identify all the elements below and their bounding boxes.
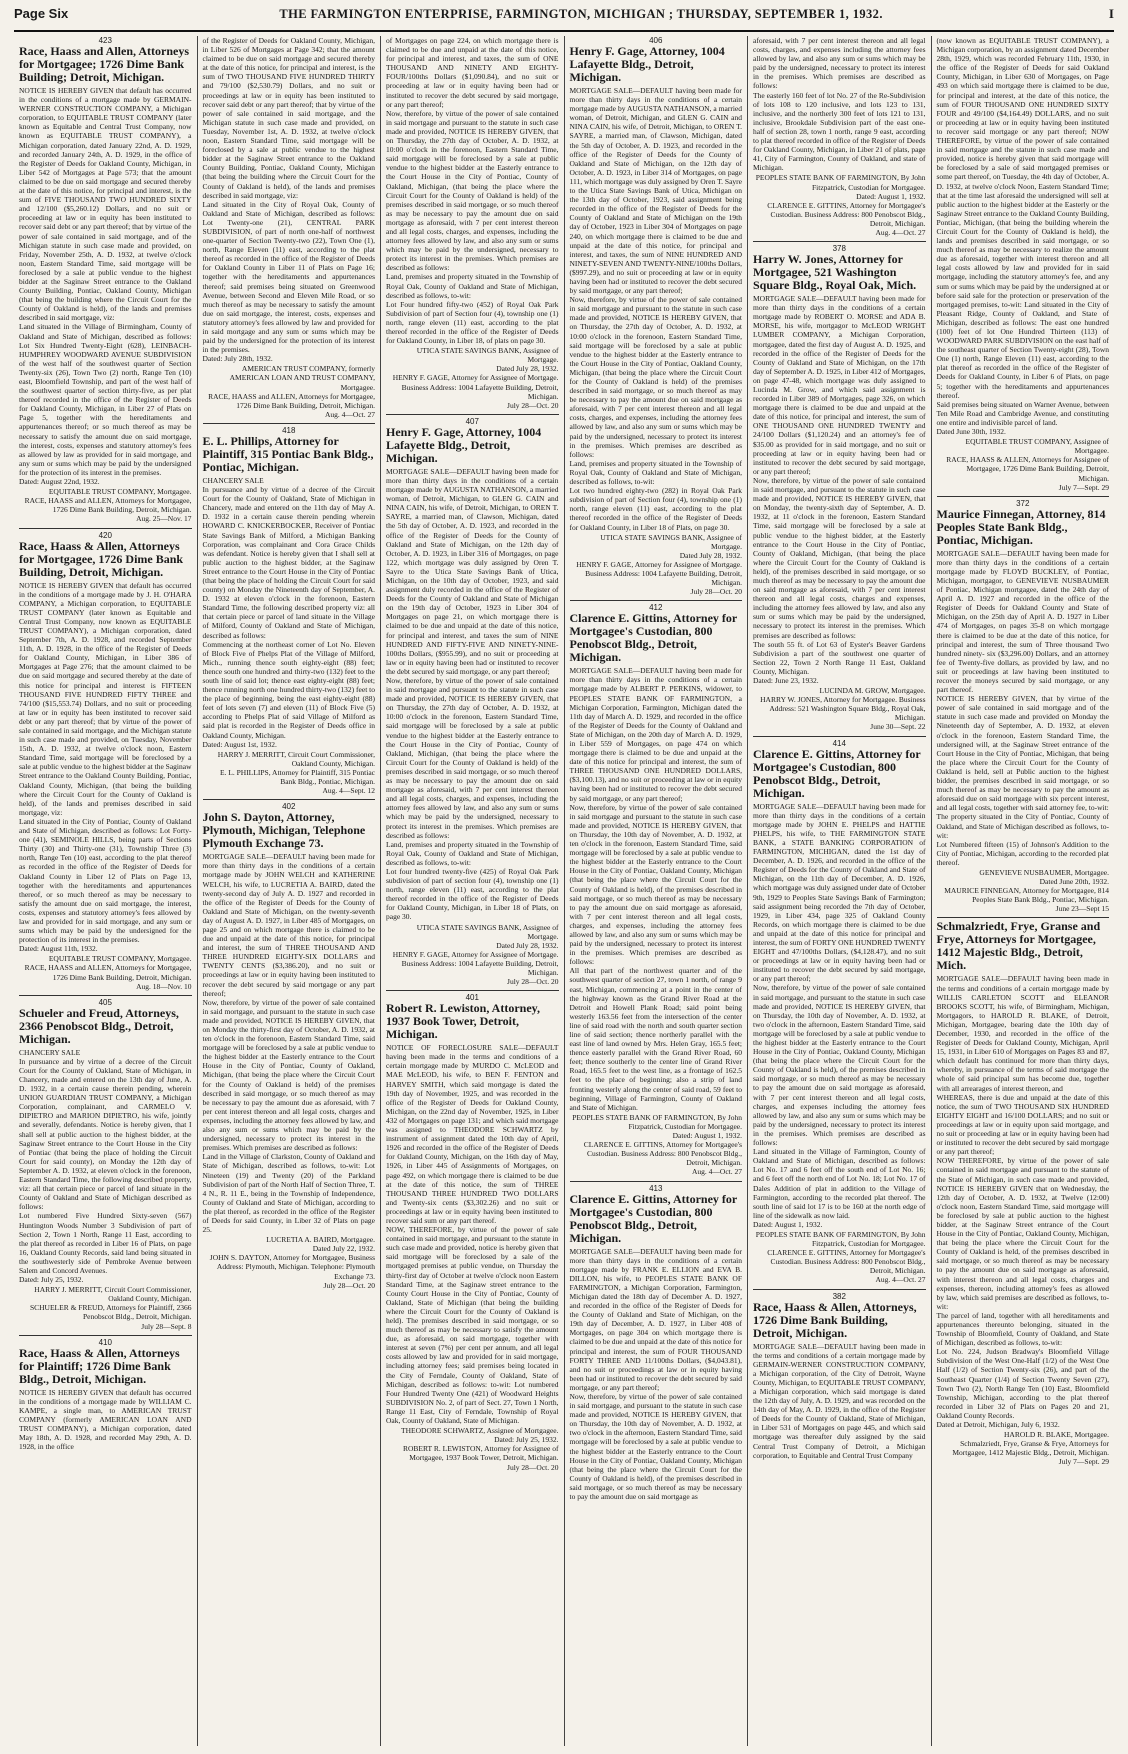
legal-notice	[753, 241, 926, 732]
notice-divider	[937, 496, 1110, 497]
notice-body: MORTGAGE SALE—DEFAULT having been made for more than thirty days in the conditions of a certain mortgage made by JOHN WELCH and KATHERINE WELCH, his wife, to LUCRETIA A. BAIRD, dated the twenty-second day of July A. D. 1927 and recorded in the office of the Register of Deeds for the County of Oakland and State of Michigan, on the twenty-seventh day of August A. D. 1927, in Liber 485 of Mortgages, on page 25 and on which mortgage there is claimed to be due and unpaid at the date of this notice, for principal and interest, the sum of THREE THOUSAND AND THREE HUNDRED EIGHTY-SIX DOLLARS and TWENTY CENTS ($3,386.20), and no suit or proceedings at law or in equity having been instituted to recover the debt secured by said mortgage or any part thereof; Now, therefore, by virtue of the power of sale contained in said mortgage, and pursuant to the statute in such case made and provided, NOTICE IS HEREBY GIVEN, that on Monday the thirty-first day of October, A. D. 1932, at ten o'clock in the forenoon, Eastern Standard Time, said mortgage will be foreclosed by a sale at public vendue to the highest bidder at the Easterly entrance to the Court House in the City of Pontiac, County of Oakland, Michigan, (that being the place where the Circuit Court for the County of Oakland is held) of the premises described in said mortgage, or so much thereof as may be necessary to pay the amount due as aforesaid, with 7 per cent interest thereon and all legal costs, charges and expenses, including the attorney fees allowed by law, and also any sum or sums which may be paid by the undersigned, necessary to protect its interest in the premises. Which premises are described as follows: Land in the Village of Clarkston, County of Oakland and State of Michigan, described as follows, to-wit: Lot Nineteen (19) and Twenty (20) of the Parkland Subdivision of part of the North Half of Section Three, T. 4 N., R. 11 E., being in the Township of Independence, County of Oakland and State of Michigan, according to the plat thereof, as recorded in the office of the Register of Deeds for said County, in Liber 32 of Plats on page 25.	[202, 852, 375, 1235]
notice-number: 401	[465, 993, 479, 1003]
notice-signature: EQUITABLE TRUST COMPANY, Assignee of Mortgagee. RACE, HAASS & ALLEN, Attorneys for Assignee of Mortgagee, 1726 Dime Bank Building, Detroit, Michigan. July 7—Sept. 29	[946, 437, 1109, 492]
column-5	[748, 36, 932, 1746]
notice-heading: Harry W. Jones, Attorney for Mortgagee, 521 Washington Square Bldg., Royal Oak, Mich.	[753, 252, 917, 293]
notice-body: MORTGAGE SALE—DEFAULT having been made for more than thirty days in the conditions of a certain mortgage made by AUGUSTA NATHANSON, a married woman, of Detroit, Michigan, to GLEN G. CAIN and NINA CAIN, his wife, of Detroit, Michigan, to OREN T. SAYRE, a married man, of Clawson, Michigan, dated the 5th day of October, A. D. 1923, and recorded in the office of the Register of Deeds for the County of Oakland and State of Michigan, on the 12th day of October, A. D. 1923, in Liber 316 of Mortgages, on page 122, which mortgage was duly assigned by Oren T. Sayre to the Utica State Savings Bank of Utica, Michigan, on the 10th day of October, 1923, and said assignment duly recorded in the office of the Register of Deeds for the County of Oakland and State of Michigan on the 19th day of October, 1923 in Liber 304 of Mortgages on page 21, on which mortgage there is claimed to be due and unpaid at the date of this notice, for principal and interest, and taxes the sum of NINE HUNDRED AND FIFTY-FIVE AND NINETY-NINE-100ths Dollars, ($955.99), and no suit or proceeding at law or in equity having been had or instituted to recover the debt secured by said mortgage, or any part thereof; Now, therefore, by virtue of the power of sale contained in said mortgage and pursuant to the statute in such case made and provided, NOTICE IS HEREBY GIVEN, that on Thursday, the 27th day of October, A. D. 1932, at 10:00 o'clock in the forenoon, Eastern Standard Time, said mortgage will be foreclosed by a sale at public vendue to the highest bidder at the Easterly entrance to the Court House in the City of Pontiac, County of Oakland, Michigan, (that being the place where the Circuit Court for the County of Oakland is held) of the premises described in said mortgage, or so much thereof as may be necessary to pay the amount due on said mortgage as aforesaid, with 7 per cent interest thereon and all legal costs, charges, and expenses, including the attorney fees allowed by law, and also any sum or sums which may be paid by the undersigned, necessary to protect its interest in the premises. Which premises are described as follows: Land, premises and property situated in the Township of Royal Oak, County of Oakland and State of Michigan, described as follows, to-wit: Lot four hundred twenty-five (425) of Royal Oak Park subdivision of part of section four (4), township one (1) north, range eleven (11) east, according to the plat thereof recorded in the office of the Register of Deeds for Oakland County, Michigan, in Liber 18 of Plats, on page 30.	[386, 466, 559, 922]
notice-heading: Race, Haass & Allen, Attorneys for Plaintiff; 1726 Dime Bank Bldg., Detroit, Michigan.	[19, 1345, 180, 1386]
legal-notice	[937, 36, 1110, 492]
legal-notice	[386, 990, 559, 1471]
notice-signature: GENEVIEVE NUSBAUMER, Mortgagee. Dated June 20th, 1932. MAURICE FINNEGAN, Attorney for Mortgagee, 814 Peoples State Bank Bldg., Pontiac, Michigan. June 23—Sept 15	[944, 867, 1109, 914]
notice-number: 423	[98, 36, 112, 45]
newspaper-title: THE FARMINGTON ENTERPRISE, FARMINGTON, MICHIGAN ; THURSDAY, SEPTEMBER 1, 1932.	[279, 7, 883, 21]
notice-body: (now known as EQUITABLE TRUST COMPANY), a Michigan corporation, by an assignment dated December 28th, 1929, which was recorded February 11th, 1930, in the office of the Register of Deeds for said Oakland County, Michigan, in Liber 630 of Mortgages, on Page 493 on which said mortgage there is claimed to be due, for principal and interest, at the date of this notice, the sum of FOUR THOUSAND ONE HUNDRED SIXTY FOUR and 49/100 ($4,164.49) DOLLARS, and no suit or proceeding at law or in equity having been instituted to recover said mortgage or any part thereof; NOW THEREFORE, by virtue of the power of sale contained in said mortgage and the statute in such case made and provided, notice is hereby given that said mortgage will be foreclosed by a sale of said mortgaged premises or some part thereof, on Tuesday, the 4th day of October, A. D. 1932, at twelve o'clock Noon, Eastern Standard Time; that at the time last aforesaid the undersigned will sell at public auction to the highest bidder at the Easterly or the Saginaw Street entrance to the Oakland County Building, Pontiac, Michigan, (that being the building wherein the Circuit Court for the County of Oakland is held), the lands and premises described in said mortgage, or so much thereof as may be necessary to realize the amount due as aforesaid, together with interest thereon and all legal costs allowed by law and provided for in said mortgage, including the statutory attorney's fee, and any sum or sums which may be paid by the undersigned at or before said sale for the protection or preservation of the mortgaged premises, to-wit: Land situated in the City of Pleasant Ridge, County of Oakland, and State of Michigan, described as follows: The east one hundred (100) feet of lot One Hundred Thirteen (113) of WOODWARD PARK SUBDIVISION on the east half of the southeast quarter of Section Twenty-eight (28), Town One (1) north, Range Eleven (11) east, according to the plat thereof as recorded in the office of the Register of Deeds for Oakland County, in Liber 6 of Plats, on page 5; together with the hereditaments and appurtenances thereof. Said premises being situated on Warner Avenue, between Ten Mile Road and Cambridge Avenue, and constituting one entire and indivisible parcel of land. Dated June 30th, 1932.	[936, 36, 1109, 437]
notice-heading: Race, Haass & Allen, Attorneys for Mortgagee, 1726 Dime Bank Building, Detroit, Michigan.	[19, 538, 184, 579]
notice-heading: Race, Haass and Allen, Attorneys for Mortgagee; 1726 Dime Bank Building; Detroit, Michigan.	[19, 44, 190, 84]
notice-heading: Clarence E. Gittins, Attorney for Mortgagee's Custodian, 800 Penobscot Bldg., Detroit, Michigan.	[753, 746, 921, 800]
notice-divider	[386, 414, 559, 415]
legal-notice	[19, 36, 192, 524]
notice-body: MORTGAGE SALE—DEFAULT having been made for more than thirty days in the conditions of a certain mortgage made by FRANK E. ELLION and EVA B. DILLON, his wife, to PEOPLES STATE BANK OF FARMINGTON, a Michigan Corporation, Farmington, Michigan dated the 18th day of December A. D. 1927, and recorded in the office of the Register of Deeds for the County of Oakland and State of Michigan, on the 19th day of December, A. D. 1927, in Liber 408 of Mortgages, on page 304 on which mortgage there is claimed to be due and unpaid at the date of this notice for principal and interest, the sum of FOUR THOUSAND FORTY THREE AND 11/100ths Dollars, ($4,043.81), and no suit or proceedings at law or in equity having been had or instituted to recover the debt secured by said mortgage, or any part thereof; Now, therefore, by virtue of the power of sale contained in said mortgage, and pursuant to the statute in such case made and provided, NOTICE IS HEREBY GIVEN, that on Thursday, the 10th day of November, A. D. 1932, at two o'clock in the afternoon, Eastern Standard Time, said mortgage will be foreclosed by a sale at public vendue to the highest bidder at the Easterly entrance to the Court House in the City of Pontiac, Oakland County, Michigan (that being the place where the Circuit Court for the County of Oakland is held), of the premises described in said mortgage, or so much thereof as may be necessary to pay the amount due on said mortgage as	[569, 1246, 742, 1502]
legal-notice	[570, 600, 743, 1176]
notice-signature: LUCINDA M. GROW, Mortgagee. HARRY W. JONES, Attorney for Mortgagee. Business Address: 521 Washington Square Bldg., Royal Oak, Michigan. June 30—Sept. 22	[760, 686, 926, 732]
legal-notice	[203, 423, 376, 795]
notice-body: NOTICE OF FORECLOSURE SALE—DEFAULT having been made in the terms and conditions of a certain mortgage made by MURDO C. McLEOD and MAE McLEOD, his wife, to BEN F. FENTON and HARVEY SMITH, which said mortgage is dated the 19th day of November, 1925, and was recorded in the office of the Register of Deeds for Oakland County, Michigan, on the 22nd day of November, 1925, in Liber 432 of Mortgages on page 131; and which said mortgage was assigned to THEODORE SCHWARTZ by instrument of assignment dated the 10th day of April, 1926 and recorded in the office of the Register of Deeds for Oakland County, Michigan, on the 16th day of May, 1926, in Liber 445 of Assignments of Mortgages, on page 492, on which mortgage there is claimed to be due at the date of this notice, the sum of THREE THOUSAND THREE HUNDRED TWO DOLLARS and Twenty-six cents ($3,302.26) and no suit or proceedings at law or in equity having been instituted to recover said sum or any part thereof. NOW, THEREFORE, by virtue of the power of sale contained in said mortgage, and pursuant to the statute in such case made and provided, notice is hereby given that said mortgage will be foreclosed by a sale of the mortgaged premises at public vendue, on Thursday the thirty-first day of October at twelve o'clock noon Eastern Standard Time, at the Saginaw street entrance to the County Court House in the City of Pontiac, County of Oakland, State of Michigan (that being the building where the Circuit Court for the County of Oakland is held). The premises described in said mortgage, or so much thereof as may be necessary to satisfy the amount due, as aforesaid, on said mortgage, together with interest at seven (7%) per cent per annum, and all legal costs allowed by law and provided for in said mortgage, including attorney fees; said premises being located in the City of Ferndale, County of Oakland, State of Michigan, described as follows: to-wit: Lot numbered Four Hundred Twenty One (421) of Woodward Heights SUBDIVISION No. 2, of part of Sect. 27, Town 1 North, Range 11 East, City of Ferndale, Township of Royal Oak, County of Oakland, State of Michigan.	[386, 1043, 559, 1426]
notice-signature: HAROLD R. BLAKE, Mortgagee. Schmalzriedt, Frye, Granse & Frye, Attorneys for Mortgagee, 1412 Majestic Bldg., Detroit, Michigan. July 7—Sept. 29	[952, 1430, 1109, 1467]
notice-signature: THEODORE SCHWARTZ, Assignee of Mortgagee. Dated: July 25, 1932. ROBERT R. LEWISTON, Attorney for Assignee of Mortgagee, 1937 Book Tower, Detroit, Michigan. July 28—Oct. 20	[401, 1426, 559, 1472]
notice-body: NOTICE IS HEREBY GIVEN that default has occurred in the conditions of a mortgage made by GERMAIN-WERNER CONSTRUCTION COMPANY, a Michigan corporation, to EQUITABLE TRUST COMPANY (later known as Equitable and Central Trust Company, now known as EQUITABLE TRUST COMPANY), a Michigan corporation, dated January 22nd, A. D. 1929, and recorded January 24th, A. D. 1929, in the office of the Register of Deeds for Oakland County, Michigan, in Liber 542 of Mortgages at Page 573; that the amount claimed to be due on said mortgage and secured thereby at the date of this notice, for principal and interest, is the sum of FIVE THOUSAND TWO HUNDRED SIXTY and 12/100 ($5,260.12) Dollars, and no suit or proceeding at law or in equity has been instituted to recover said debt or any part thereof; that by virtue of the power of sale contained in said mortgage, and of the Michigan statute in such case made and provided, on Friday, November 25th, A. D. 1932, at twelve o'clock noon, Eastern Standard Time, said mortgage will be foreclosed by a sale at public vendue to the highest bidder at the Saginaw Street entrance to the Oakland County Building, Pontiac, Oakland County, Michigan (that being the building where the Circuit Court for the County of Oakland is held), of the lands and premises described in said mortgage, viz: Land situated in the Village of Birmingham, County of Oakland and State of Michigan, described as follows: Lot Six Hundred Twenty-Eight (628), LEINBACH-HUMPHREY WOODWARD AVENUE SUBDIVISION of the west half of the southwest quarter of Section Twenty-six (26), Town Two (2) north, Range Ten (10) east, Bloomfield Township, and part of the west half of the southwest quarter of section thirty-five, as per plat thereof recorded in the office of the Register of Deeds for Oakland County, Michigan, in Liber 27 of Plats on Page 5, together with the hereditaments and appurtenances thereof; or so much thereof as may be necessary to satisfy the amount due on said mortgage, the interest, costs, expenses and statutory attorney's fees as allowed by law as provided for in said mortgage, and any sum or sums which may be paid by the undersigned for the protection of its interest in the premises. Dated: August 22nd, 1932.	[19, 86, 192, 487]
notice-body: MORTGAGE SALE—DEFAULT having been made in the terms and conditions of a certain mortgage made by GERMAIN-WERNER CONSTRUCTION COMPANY, a Michigan corporation, of the City of Detroit, Wayne County, Michigan, to EQUITABLE TRUST COMPANY, a Michigan corporation, which said mortgage is dated the 12th day of July, A. D. 1929, and was recorded on the 14th day of May, A. D. 1929, in the office of the Register of Deeds for the County of Oakland, State of Michigan, in Liber 531 of Mortgages on page 445, and which said mortgage was thereafter duly assigned by the said Central Trust Company of Detroit, a Michigan corporation, to Equitable and Central Trust Company	[753, 1341, 926, 1460]
legal-notice	[203, 799, 376, 1290]
notice-number: 405	[98, 997, 112, 1007]
notice-heading: Clarence E. Gittins, Attorney for Mortgagee's Custodian, 800 Penobscot Bldg., Detroit, Michigan.	[569, 1191, 738, 1245]
corner-mark: I	[1108, 6, 1114, 21]
legal-notice	[937, 496, 1110, 914]
notice-divider	[19, 1335, 192, 1336]
notice-body: CHANCERY SALE In pursuance and by virtue of a decree of the Circuit Court for the County of Oakland, State of Michigan in Chancery, made and entered on the 11th day of May A. D. 1932 in a certain cause therein pending wherein HOWARD C. KNICKERBOCKER, Receiver of Pontiac State Savings Bank of Milford, a Michigan Banking Corporation, was complainant and Cora Grace Childs was defendant. Notice is hereby given that I shall sell at public auction to the highest bidder, at the Saginaw Street entrance to the Court House in the City of Pontiac (that being the place of holding the Circuit Court for said county) on Monday the Nineteenth day of September, A. D. 1932 at eleven o'clock in the forenoon, Eastern Standard Time, the following described property viz: all that certain piece or parcel of land situate in the Village of Milford, County of Oakland and State of Michigan, described as follows: Commencing at the northeast corner of Lot No. Eleven of Block Five of Phelps Plat of the Village of Milford, Mich., running thence south eighty-eight (88) feet; thence south one hundred and thirty-two (132) feet to the south line of said lot; thence east eighty-eight (88) feet; thence running north one hundred thirty-two (132) feet to the place of beginning, being the east eighty-eight (88) feet of lots seven (7) and eleven (11) of Block Five (5) according to Phelps Plat of said Village of Milford as said plat is recorded in the Register of Deeds office in Oakland County, Michigan. Dated: August 1st, 1932.	[202, 475, 375, 749]
notice-number: 418	[282, 425, 296, 435]
legal-notice	[19, 995, 192, 1331]
notice-signature: UTICA STATE SAVINGS BANK, Assignee of Mortgage. Dated July 28, 1932. HENRY F. GAGE, Attorney for Assignee of Mortgage. Business Address: 1004 Lafayette Building, Detroit, Michigan. July 28—Oct. 20	[576, 532, 742, 597]
notice-number: 402	[282, 802, 296, 812]
legal-notice	[19, 1335, 192, 1452]
notice-heading: Clarence E. Gittins, Attorney for Mortgagee's Custodian, 800 Penobscot Bldg., Detroit, Michigan.	[569, 611, 738, 665]
notice-signature: EQUITABLE TRUST COMPANY, Mortgagee. RACE, HAASS and ALLEN, Attorneys for Mortgagee, 1726 Dime Bank Building, Detroit, Michigan. Aug. 18—Nov. 10	[24, 954, 192, 991]
notice-number: 407	[465, 416, 479, 426]
notice-body: MORTGAGE SALE—DEFAULT having been made for more than thirty days in the conditions of a certain mortgage made by ALBERT P. PERKINS, widower, to PEOPLES STATE BANK OF FARMINGTON, a Michigan Corporation, Farmington, Michigan dated the 11th day of March A. D. 1929, and recorded in the office of the Register of Deeds for the County of Oakland and State of Michigan, on the 20th day of March A. D. 1929, in Liber 559 of Mortgages, on page 474 on which mortgage there is claimed to be due and unpaid at the date of this notice for principal and interest, the sum of THREE THOUSAND ONE HUNDRED DOLLARS, ($3,100.13), and no suit or proceeding at law or in equity having been had or instituted to recover the debt secured by said mortgage, or any part thereof; Now, therefore, by virtue of the power of sale contained in said mortgage and pursuant to the statute in such case made and provided, NOTICE IS HEREBY GIVEN, that on Thursday, the 10th day of November, A. D. 1932, at ten o'clock in the forenoon, Eastern Standard Time, said mortgage will be foreclosed by a sale at public vendue to the highest bidder at the Easterly entrance to the Court House in the City of Pontiac, Oakland County, Michigan (that being the place where the Circuit Court for the County of Oakland is held), of the premises described in said mortgage, or so much thereof as may be necessary to pay the amount due on said mortgage as aforesaid, with 7 per cent interest thereon and all legal costs, charges, and expenses, including the attorney fees allowed by law, and also any sum or sums which may be paid by the undersigned, necessary to protect its interest in the premises. Which premises are described as follows: All that part of the northwest quarter and of the southwest quarter of section 27, town 1 north, of range 9 east, Michigan, commencing at a point in the center of the highway known as the Grand River Road at the Detroit and Howell Plank Road; said point being westerly 163.56 feet from the intersection of the center line of said road with the north and south quarter section line of said section; thence northerly parallel with the east line of land owned by Mrs. Helen Gray, 165.5 feet; thence easterly parallel with the Grand River Road, 60 feet; thence southerly to the center line of Grand River Road, 165.5 feet to the west line, as a frontage of 162.5 feet to the place of beginning; also a strip of land fronting westerly along the center of said road, 59 feet to beginning, Village of Farmington, County of Oakland and State of Michigan.	[569, 666, 742, 1112]
column-1	[14, 36, 198, 1746]
notice-body: CHANCERY SALE In pursuance and by virtue of a decree of the Circuit Court for the County of Oakland, State of Michigan, in Chancery, made and entered on the 13th day of June, A. D. 1932, in a certain cause therein pending, wherein UNION GUARDIAN TRUST COMPANY, a Michigan Corporation, complainant, and CARMELO V. DIPIETRO and MARION DIPIETRO, his wife, jointly and severally, defendants. Notice is hereby given, that I shall sell at public auction to the highest bidder, at the Saginaw Street entrance to the Court House in the City of Pontiac (that being the place of holding the Circuit Court for said county), on Monday the 12th day of September A. D. 1932, at eleven o'clock in the forenoon, Eastern Standard Time, the following described property, viz: all that certain piece or parcel of land situate in the County of Oakland and State of Michigan described as follows: Lot numbered Five Hundred Sixty-seven (567) Huntington Woods Number 3 Subdivision of part of Section 2, Town 1 North, Range 11 East, according to the plat thereof as recorded in Liber 16 of Plats, on page 16, Oakland County Records, said land being situated in the southwesterly side of Pembroke Avenue between Salem and Concord Avenues. Dated: July 25, 1932.	[19, 1047, 192, 1285]
notice-divider	[937, 917, 1110, 918]
notice-heading: Henry F. Gage, Attorney, 1004 Lafayette Bldg., Detroit, Michigan.	[569, 44, 725, 84]
column-6	[932, 36, 1115, 1746]
legal-notice	[570, 1181, 743, 1502]
notice-divider	[753, 736, 926, 737]
legal-notice	[19, 528, 192, 991]
notice-heading: Robert R. Lewiston, Attorney, 1937 Book Tower, Detroit, Michigan.	[386, 1001, 540, 1042]
notice-divider	[570, 600, 743, 601]
notice-signature: PEOPLES STATE BANK OF FARMINGTON, By John Fitzpatrick, Custodian for Mortgagee. Dated: August 1, 1932. CLARENCE E. GITTINS, Attorney for Mortgagee's Custodian. Business Address: 800 Penobscot Bldg., Detroit, Michigan. Aug. 4—Oct. 27	[755, 173, 926, 237]
notice-number: 414	[832, 738, 846, 748]
notice-heading: John S. Dayton, Attorney, Plymouth, Michigan, Telephone Plymouth Exchange 73.	[202, 810, 366, 851]
notice-number: 378	[832, 244, 846, 254]
notice-signature: HARRY J. MERRITT, Circuit Court Commissioner, Oakland County, Michigan. E. L. PHILLIPS, Attorney for Plaintiff, 315 Pontiac Bank Bldg., Pontiac, Michigan. Aug. 4—Sept. 12	[217, 749, 375, 796]
legal-notice	[753, 36, 926, 237]
notice-divider	[753, 241, 926, 242]
notice-divider	[19, 995, 192, 996]
column-2	[198, 36, 382, 1746]
notice-heading: E. L. Phillips, Attorney for Plaintiff, 315 Pontiac Bank Bldg., Pontiac, Michigan.	[202, 433, 374, 474]
notice-body: MORTGAGE SALE—DEFAULT having been made in the terms and conditions of a certain mortgage made by WILLIS CARLETON SCOTT and ELEANOR BROOKS SCOTT, his wife, of Birmingham, Michigan, Mortgagors, to HAROLD R. BLAKE, of Detroit, Michigan, Mortgagee, bearing date the 10th day of December, 1930, and recorded in the office of the Register of Deeds for Oakland County, Michigan, April 15, 1931, in Liber 610 of Mortgages on Pages 83 and 87, which default has continued for more than thirty days, whereby, in pursuance of the terms of said mortgage the whole of said principal sum has become due, together with all arrearages of interest thereon, and WHEREAS, there is due and unpaid at the date of this notice, the sum of TWO THOUSAND SIX HUNDRED EIGHTY EIGHT and 16/100 DOLLARS; and no suit or proceedings at law or in equity upon said mortgage, and no suit or proceeding at law or in equity having been had or instituted to recover the debt secured by said mortgage or any part thereof; NOW THEREFORE, by virtue of the power of sale contained in said mortgage and pursuant to the statute of the State of Michigan, in such case made and provided, NOTICE IS HEREBY GIVEN that on Wednesday, the 12th day of October, A. D. 1932, at Twelve (12:00) o'clock noon, Eastern Standard Time, said mortgage will be foreclosed by sale at public auction to the highest bidder, at the Saginaw Street entrance of the Court House in the City of Pontiac, Oakland County, Michigan, that being the place where the Circuit Court for the County of Oakland is held, of the premises described in said mortgage, or so much thereof as may be necessary to pay the amount due on said mortgage as aforesaid, with interest thereon and all legal costs, charges and expenses, thereon, including attorney's fees as allowed by law, which said premises are described as follows, to-wit: The parcel of land, together with all hereditaments and appurtenances thereunto belonging, situated in the Township of Bloomfield, County of Oakland, and State of Michigan, described as follows, to-wit: Lot No. 224, Judson Bradway's Bloomfield Village Subdivision of the West One-Half (1/2) of the West One Half (1/2) of Section Twenty-six (26), and part of the Southeast Quarter (1/4) of Section Twenty Seven (27), Town Two (2), North Range Ten (10) East, Bloomfield Township, Michigan, according to the plat thereof recorded in Liber 32 of Plats on Pages 20 and 21, Oakland County Records. Dated at Detroit, Michigan, July 6, 1932.	[936, 974, 1109, 1430]
notice-heading: Schmalzriedt, Frye, Granse and Frye, Attorneys for Mortgagee, 1412 Majestic Bldg., Detroit, Mich.	[936, 919, 1101, 973]
legal-notice	[570, 36, 743, 596]
notice-body: aforesaid, with 7 per cent interest thereon and all legal costs, charges, and expenses including the attorney fees allowed by law, and also any sum or sums which may be paid by the undersigned, necessary to protect its interest in the premises. Which premises are described as follows: The easterly 160 feet of lot No. 27 of the Re-Subdivision of lots 108 to 120 inclusive, and lots 123 to 131, inclusive, and the northerly 300 feet of lots 121 to 131, inclusive, Brookdale Subdivision part of the east one-half of section 28, town 1 north, range 9 east, according to plat thereof recorded in office of the Register of Deeds for Oakland County, Michigan, in Liber 21 of plats, page 41, City of Farmington, County of Oakland, and state of Michigan.	[753, 36, 926, 173]
notice-divider	[386, 990, 559, 991]
notice-number: 413	[649, 1183, 663, 1193]
notice-heading: Race, Haass & Allen, Attorneys, 1726 Dime Bank Building, Detroit, Michigan.	[753, 1299, 917, 1340]
notice-signature: LUCRETIA A. BAIRD, Mortgagee. Dated July 22, 1932. JOHN S. DAYTON, Attorney for Mortgagee, Business Address: Plymouth, Michigan. Telephone: Plymouth Exchange 73. July 28—Oct. 20	[209, 1235, 375, 1290]
notice-signature: AMERICAN TRUST COMPANY, formerly AMERICAN LOAN AND TRUST COMPANY, Mortgagee. RACE, HAASS and ALLEN, Attorneys for Mortgagee, 1726 Dime Bank Building, Detroit, Michigan. Aug. 4—Oct. 27	[208, 364, 375, 419]
notice-heading: Schueler and Freud, Attorneys, 2366 Penobscot Bldg., Detroit, Michigan.	[19, 1005, 179, 1046]
notice-signature: HARRY J. MERRITT, Circuit Court Commissioner, Oakland County, Michigan. SCHUELER & FREUD, Attorneys for Plaintiff, 2366 Penobscot Bldg., Detroit, Michigan. July 28—Sept. 8	[29, 1285, 192, 1331]
notice-signature: UTICA STATE SAVINGS BANK, Assignee of Mortgage. Dated July 28, 1932. HENRY F. GAGE, Attorney for Assignee of Mortgage. Business Address: 1004 Lafayette Building, Detroit, Michigan. July 28—Oct. 20	[392, 922, 559, 987]
column-3	[381, 36, 565, 1746]
notice-body: of Mortgages on page 224, on which mortgage there is claimed to be due and unpaid at the date of this notice, for principal and interest, and taxes, the sum of ONE THOUSAND AND NINETY AND EIGHTY-FOUR/100ths Dollars ($1,090.84), and no suit or proceeding at law or in equity having been had or instituted to recover the debt secured by said mortgage, or any part thereof; Now, therefore, by virtue of the power of sale contained in said mortgage and pursuant to the statute in such case made and provided, NOTICE IS HEREBY GIVEN, that on Thursday, the 27th day of October, A. D. 1932, at 10:00 o'clock in the forenoon, Eastern Standard Time, said mortgage will be foreclosed by a sale at public vendue to the highest bidder at the Easterly entrance to the Court House in the City of Pontiac, County of Oakland, Michigan, (that being the place where the Circuit Court for the County of Oakland is held) of the premises described in said mortgage, or so much thereof as may be necessary to pay the amount due on said mortgage as aforesaid, with 7 per cent interest thereon and all legal costs, charges, and expenses, including the attorney fees allowed by law, and also any sum or sums which may be paid by the undersigned, necessary to protect its interest in the premises. Which premises are described as follows: Land, premises and property situated in the Township of Royal Oak, County of Oakland and State of Michigan, described as follows, to-wit: Lot Four hundred fifty-two (452) of Royal Oak Park Subdivision of part of Section four (4), township one (1) north, range eleven (11) east, according to the plat thereof recorded in the office of the Register of Deeds for Oakland County, in Liber 18, of plats on page 30.	[386, 36, 559, 346]
legal-notice	[753, 1289, 926, 1460]
column-4	[565, 36, 749, 1746]
notice-number: 410	[98, 1337, 112, 1347]
notice-number: 420	[98, 530, 112, 540]
legal-notice-columns	[14, 36, 1114, 1746]
legal-notice	[386, 36, 559, 410]
notice-divider	[19, 528, 192, 529]
notice-number: 382	[832, 1291, 846, 1301]
notice-number: 406	[649, 36, 663, 45]
notice-divider	[203, 799, 376, 800]
page-number: Page Six	[14, 6, 69, 21]
notice-number: 412	[649, 603, 663, 613]
notice-body: NOTICE IS HEREBY GIVEN that default has occurred in the conditions of a mortgage made by J. H. O'HARA COMPANY, a Michigan corporation, to EQUITABLE TRUST COMPANY (later known as Equitable and Central Trust Company, now known as EQUITABLE TRUST COMPANY), a Michigan corporation, dated September 7th, A. D. 1928, and recorded September 11th, A. D. 1928, in the office of the Register of Deeds for Oakland County, Michigan, in Liber 386 of Mortgages at Page 276; that the amount claimed to be due on said mortgage and secured thereby at the date of this notice for principal and interest is FIFTEEN THOUSAND FIVE HUNDRED FIFTY THREE and 74/100 ($15,553.74) Dollars, and no suit or proceeding at law or in equity has been instituted to recover said debt or any part thereof; that by virtue of the power of sale contained in said mortgage, and the Michigan statute in such case made and provided, on Tuesday, November 15th, A. D. 1932, at twelve o'clock noon, Eastern Standard Time, said mortgage will be foreclosed by a sale at public vendue to the highest bidder at the Saginaw Street entrance to the Oakland County Building, Pontiac, Oakland County, Michigan, (that being the building where the Circuit Court for the County of Oakland is held), of the lands and premises described in said mortgage, viz: Land situated in the City of Pontiac, County of Oakland and State of Michigan, described as follows: Lot Forty-one (41), SEMINOLE HILLS, being parts of Sections Thirty (30) and Thirty-one (31), Township Three (3) north, Range Ten (10) east, according to the plat thereof as recorded in the office of the Register of Deeds for Oakland County in Liber 12 of Plats on Page 13, together with the hereditaments and appurtenances thereof, or so much thereof as may be necessary to satisfy the amount due on said mortgage, the interest, costs, expenses and statutory attorney's fees allowed by law and provided for in said mortgage, and any sum or sums which may be paid by the undersigned for the protection of its interest in the premises. Dated: August 11th, 1932.	[19, 580, 192, 954]
notice-divider	[203, 423, 376, 424]
notice-heading: Henry F. Gage, Attorney, 1004 Lafayette Bldg., Detroit, Michigan.	[386, 424, 542, 465]
notice-signature: PEOPLES STATE BANK OF FARMINGTON, By John Fitzpatrick, Custodian for Mortgagee. CLARENCE E. GITTINS, Attorney for Mortgagee's Custodian. Business Address: 800 Penobscot Bldg., Detroit, Michigan. Aug. 4—Oct. 27	[755, 1229, 926, 1285]
legal-notice	[203, 36, 376, 419]
legal-notice	[753, 736, 926, 1285]
notice-divider	[753, 1289, 926, 1290]
notice-signature: PEOPLES STATE BANK OF FARMINGTON, By John Fitzpatrick, Custodian for Mortgagee. Dated: August 1, 1932. CLARENCE E. GITTINS, Attorney for Mortgagee's Custodian. Business Address: 800 Penobscot Bldg., Detroit, Michigan. Aug. 4—Oct. 27	[572, 1112, 742, 1177]
notice-body: of the Register of Deeds for Oakland County, Michigan, in Liber 526 of Mortgages at Page 342; that the amount claimed to be due on said mortgage and secured thereby at the date of this notice, for principal and interest, is the sum of TWO THOUSAND FIVE HUNDRED THIRTY and 79/100 ($2,530.79) Dollars, and no suit or proceedings at law or in equity has been instituted to recover said debt or any part thereof; that by virtue of the power of sale contained in said mortgage, and the Michigan statute in such case made and provided, on Tuesday, November 1st, A. D. 1932, at twelve o'clock noon, Eastern Standard Time, said mortgage will be foreclosed by a sale at public vendue to the highest bidder at the Saginaw Street entrance to the Oakland County Building, Pontiac, Oakland County, Michigan (that being the building where the Circuit Court for the County of Oakland is held), of the lands and premises described in said mortgage, viz: Land situated in the City of Royal Oak, County of Oakland and State of Michigan, described as follows: Lot Twenty-one (21), CENTRAL PARK SUBDIVISION, of part of north one-half of northwest one-quarter of Section Twenty-two (22), Town One (1), north, Range Eleven (11) east, according to the plat thereof as recorded in the office of the Register of Deeds for Oakland County in Liber 11 of Plats on Page 16; together with the hereditaments and appurtenances thereof; said premises being situated on Greenwood Avenue, between Second and Eleven Mile Road, or so much thereof as may be necessary to satisfy the amount due on said mortgage, the interest, costs, expenses and statutory attorney's fees allowed by law and provided for in said mortgage and any sum or sums which may be paid by the undersigned for the protection of its interest in the premises. Dated: July 28th, 1932.	[202, 36, 375, 364]
notice-body: MORTGAGE SALE—DEFAULT having been made for more than thirty days in the conditions of a certain mortgage made by JOHN E. PHELPS and HATTIE PHELPS, his wife, to THE FARMINGTON STATE BANK, a STATE BANKING CORPORATION of FARMINGTON, MICHIGAN, dated the 1st day of December, A. D. 1926, and recorded in the office of the Register of Deeds for the County of Oakland and State of Michigan, on the 11th day of December, A. D. 1926, which mortgage was duly assigned under date of October 9th, 1929 to Peoples State Savings Bank of Farmington; said assignment being recorded the 7th day of October, 1929, in Liber 434, page 325 of Oakland County Records, on which mortgage there is claimed to be due and unpaid at the date of this notice for principal and interest, the sum of FORTY ONE HUNDRED TWENTY EIGHT and 47/100ths Dollars, ($4,128.47), and no suit or proceedings at law or in equity having been had or instituted to recover the debt secured by said mortgage, or any part thereof; Now, therefore, by virtue of the power of sale contained in said mortgage, and pursuant to the statute in such case made and provided, NOTICE IS HEREBY GIVEN, that on Thursday, the 10th day of November, A. D. 1932, at two o'clock in the afternoon, Eastern Standard Time, said mortgage will be foreclosed by a sale at public vendue to the highest bidder at the Easterly entrance to the Court House in the City of Pontiac, Oakland County, Michigan (that being the place where the Circuit Court for the County of Oakland is held), of the premises described in said mortgage, or so much thereof as may be necessary to pay the amount due on said mortgage as aforesaid, with 7 per cent interest thereon and all legal costs, charges, and expenses including the attorney fees allowed by law, and also any sum or sums which may be paid by the undersigned, necessary to protect its interest in the premises. Which premises are described as follows: Land situated in the Village of Farmington, County of Oakland and State of Michigan, described as follows: Lot No. 17 and 6 feet off the south end of Lot No. 16; and 6 feet off the north end of Lot No. 18; Lot No. 17 of Dales Addition of plat in addition to the Village of Farmington, according to the recorded plat thereof. The south line of said lot 17 is to be 160 at the north edge of line of the sidewalk as now laid. Dated: August 1, 1932.	[753, 801, 926, 1229]
masthead	[14, 6, 1114, 32]
notice-divider	[570, 1181, 743, 1182]
notice-body: MORTGAGE SALE—DEFAULT having been made for more than thirty days in the conditions of a certain mortgage made by FLOYD BUCKLEY, of Pontiac, Michigan, mortgagor, to GENEVIEVE NUSBAUMER of Pontiac, Michigan mortgagee, dated the 24th day of April A. D. 1927 and recorded in the office of the Register of Deeds for Oakland County and State of Michigan, on the 25th day of April A. D. 1927 in Liber 474 of Mortgages, on pages 35-8 on which mortgage there is claimed to be due at the date of this notice, for principal and interest, the sum of Three thousand Two hundred ninety- six ($3,296.00) Dollars, and an attorney fee of Twenty-five dollars, as provided by law, and no suit or proceedings at law having been instituted to recover the moneys secured by said mortgage, or any part thereof. NOTICE IS HEREBY GIVEN, that by virtue of the power of sale contained in said mortgage and of the statute in such case made and provided on Monday the Nineteenth day of September, A. D. 1932, at eleven o'clock in the forenoon, Eastern Standard Time, the undersigned will, at the Saginaw Street entrance of the Court House in the City of Pontiac, Michigan, that being the place where the Circuit Court for the County of Oakland is held, sell at Public auction to the highest bidder, the premises described in said mortgage, or so much thereof as may be necessary to pay the amount as aforesaid due on said mortgage with six percent interest, and all legal costs, together with said attorney fee, to-wit: The property situated in the City of Pontiac, County of Oakland, and State of Michigan described as follows, to-wit: Lot Numbered fifteen (15) of Johnson's Addition to the City of Pontiac, Michigan, according to the recorded plat thereof.	[936, 548, 1109, 867]
legal-notice	[937, 917, 1110, 1466]
notice-signature: EQUITABLE TRUST COMPANY, Mortgagee. RACE, HAASS and ALLEN, Attorneys for Mortgagee, 1726 Dime Bank Building, Detroit, Michigan. Aug. 25—Nov. 17	[24, 487, 192, 524]
notice-body: NOTICE IS HEREBY GIVEN that default has occurred in the conditions of a mortgage made by WILLIAM C. KAMPE, a single man, to AMERICAN TRUST COMPANY (formerly AMERICAN LOAN AND TRUST COMPANY), a Michigan corporation, dated May 18th, A. D. 1928, and recorded May 29th, A. D. 1928, in the office	[19, 1387, 192, 1452]
notice-body: MORTGAGE SALE—DEFAULT having been made for more than thirty days in the conditions of a certain mortgage made by AUGUSTA NATHANSON, a married woman, of Detroit, Michigan, and GLEN G. CAIN and NINA CAIN, his wife, of Detroit, Michigan, to OREN T. SAYRE, a married man, of Clawson, Michigan, dated the 5th day of October, A. D. 1923, and recorded in the office of the Register of Deeds for the County of Oakland and State of Michigan, on the 12th day of October, A. D. 1923, in Liber 314 of Mortgages, on page 111, which mortgage was duly assigned by Oren T. Sayre to the Utica State Savings Bank of Utica, Michigan on the 13th day of October, 1923, said assignment being recorded in the office of the Register of Deeds for the County of Oakland and State of Michigan on the 19th day of October, 1923 in Liber 304 of Mortgages on page 240, on which mortgage there is claimed to be due and unpaid at the date of this notice, for principal and interest, and taxes, the sum of NINE HUNDRED AND NINETY-SEVEN AND TWENTY-NINE/100ths Dollars, ($997.29), and no suit or proceeding at law or in equity having been had or instituted to recover the debt secured by said mortgage, or any part thereof; Now, therefore, by virtue of the power of sale contained in said mortgage and pursuant to the statute in such case made and provided, NOTICE IS HEREBY GIVEN, that on Thursday, the 27th day of October, A. D. 1932, at 10:00 o'clock in the forenoon, Eastern Standard Time, said mortgage will be foreclosed by a sale at public vendue to the highest bidder at the Easterly entrance to the Court House in the City of Pontiac, Oakland County, Michigan, (that being the place where the Circuit Court for the County of Oakland is held) of the premises described in said mortgage, or so much thereof as may be necessary to pay the amount due on said mortgage as aforesaid, with 7 per cent interest thereon and all legal costs, charges, and expenses, including the attorney fees allowed by law, and also any sum or sums which may be paid by the undersigned, necessary to protect its interest in the premises. Which premises are described as follows: Land, premises and property situated in the Township of Royal Oak, County of Oakland and State of Michigan, described as follows, to-wit: Lot two hundred eighty-two (282) in Royal Oak Park subdivision of part of Section four (4), township one (1) north, range eleven (11) east, according to the plat thereof recorded in the office of the Register of Deeds for Oakland County, in Liber 18 of Plats, on page 30.	[569, 86, 742, 532]
notice-heading: Maurice Finnegan, Attorney, 814 Peoples State Bank Bldg., Pontiac, Michigan.	[936, 506, 1106, 547]
legal-notice	[386, 414, 559, 986]
notice-number: 372	[1016, 498, 1030, 508]
notice-signature: UTICA STATE SAVINGS BANK, Assignee of Mortgage. Dated July 28, 1932. HENRY F. GAGE, Attorney for Assignee of Mortgage. Business Address: 1004 Lafayette Building, Detroit, Michigan. July 28—Oct. 20	[392, 346, 559, 410]
notice-body: MORTGAGE SALE—DEFAULT having been made for more than thirty days in the conditions of a certain mortgage made by ROBERT O. MORSE and ADA B. MORSE, his wife, mortgagor to McLEOD WRIGHT LUMBER COMPANY, a Michigan Corporation, mortgagee, dated the first day of August A. D. 1925, and recorded in the office of the Register of Deeds for the County of Oakland and State of Michigan, on the 17th day of September A. D. 1925, in Liber 412 of Mortgages, on page 47-48, which mortgage was duly assigned to Lucinda M. Grow, and which said assignment is recorded in Liber 389 of Mortgages, page 326, on which mortgage there is claimed to be due and unpaid at the date of this notice, for principal and interest, the sum of ONE THOUSAND ONE HUNDRED TWENTY and 24/100 Dollars ($1,120.24) and an attorney's fee of $35.00 as provided for in said mortgage, and no suit or proceeding at law or in equity having been had or instituted to recover the debt secured by said mortgage, or any part thereof; Now, therefore, by virtue of the power of sale contained in said mortgage, and pursuant to the statute in such case made and provided, NOTICE IS HEREBY GIVEN, that on Monday, the twenty-sixth day of September, A. D. 1932, at 11 o'clock in the forenoon, Eastern Standard Time, said mortgage will be foreclosed by a sale at public vendue to the highest bidder, at the Easterly entrance to the Court House in the City of Pontiac, County of Oakland, Michigan, (that being the place where the Circuit Court for the County of Oakland is held), of the premises described in said mortgage, or so much thereof as may be necessary to pay the amount due on said mortgage as aforesaid, with 7 per cent interest thereon and all legal costs, charges and expenses, including the attorney fees allowed by law, and also any sum or sums which may be paid by the undersigned, necessary to protect its interest in the premises. Which premises are described as follows: The south 55 ft. of Lot 63 of Eyster's Beaver Gardens Subdivision a part of the southwest one quarter of Section 22, Town 2 North Range 11 East, Oakland County, Michigan. Dated: June 23, 1932.	[753, 294, 926, 685]
